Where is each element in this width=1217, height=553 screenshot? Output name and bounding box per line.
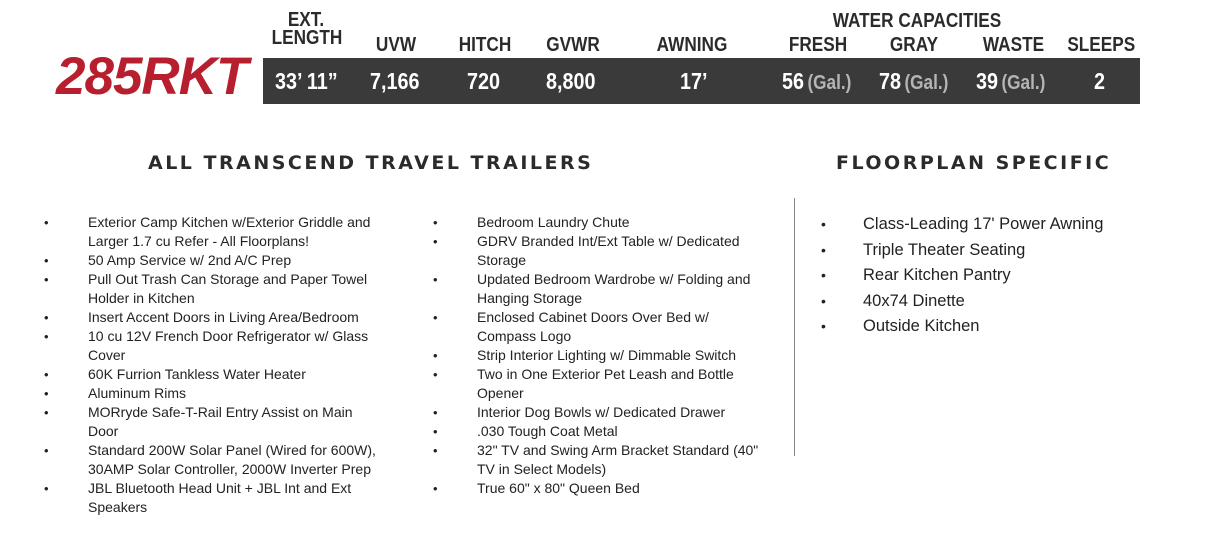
bullet: • [433, 367, 438, 382]
all-features-list-1 [44, 213, 404, 517]
value-waste [976, 68, 1045, 96]
list-item: • Enclosed Cabinet Doors Over Bed w/ Compass Logo [433, 309, 709, 344]
value-awning: 17’ [680, 68, 708, 94]
bullet: • [821, 216, 826, 232]
bullet: • [44, 215, 49, 230]
list-item: • Class-Leading 17' Power Awning [821, 212, 1181, 238]
bullet: • [44, 405, 49, 420]
list-item: • 40x74 Dinette [821, 289, 1181, 315]
header-sleeps: SLEEPS [1067, 34, 1136, 56]
list-item: • MORryde Safe-T-Rail Entry Assist on Main Door [44, 404, 353, 439]
list-item: • Pull Out Trash Can Storage and Paper Towel Holder in Kitchen [44, 271, 368, 306]
list-item: • Rear Kitchen Pantry [821, 263, 1181, 289]
section-divider [794, 198, 795, 456]
bullet: • [821, 241, 826, 258]
list-item: • JBL Bluetooth Head Unit + JBL Int and Ext Speakers [44, 480, 352, 515]
bullet: • [433, 234, 438, 249]
list-item: • Bedroom Laundry Chute [433, 214, 630, 230]
all-section-title: ALL TRANSCEND TRAVEL TRAILERS [148, 152, 594, 174]
list-item: • Interior Dog Bowls w/ Dedicated Drawer [433, 404, 726, 420]
header-uvw: UVW [375, 34, 417, 56]
header-ext-length-line2: LENGTH [271, 27, 343, 49]
header-awning: AWNING [656, 34, 728, 56]
bullet: • [44, 253, 49, 268]
list-item: • 60K Furrion Tankless Water Heater [44, 366, 306, 382]
list-item: • Strip Interior Lighting w/ Dimmable Switch [433, 347, 737, 363]
value-uvw: 7,166 [370, 68, 420, 94]
list-item: • True 60" x 80" Queen Bed [433, 480, 640, 496]
list-item: • Triple Theater Seating [821, 238, 1181, 264]
header-gray: GRAY [889, 34, 939, 56]
value-hitch: 720 [467, 68, 501, 94]
bullet: • [821, 292, 826, 309]
bullet: • [44, 272, 49, 287]
bullet: • [433, 405, 438, 420]
list-item: • Two in One Exterior Pet Leash and Bottle Opener [433, 366, 734, 401]
bullet: • [433, 215, 438, 230]
list-item: • Insert Accent Doors in Living Area/Bedroom [44, 309, 359, 325]
value-gray-number: 78 [879, 68, 902, 94]
bullet: • [821, 267, 826, 284]
value-gray-unit: (Gal.) [904, 72, 949, 94]
value-fresh [782, 68, 851, 96]
list-item: • 32" TV and Swing Arm Bracket Standard (40" TV in Select Models) [433, 442, 759, 477]
bullet: • [433, 481, 438, 496]
bullet: • [433, 310, 438, 325]
bullet: • [44, 367, 49, 382]
list-item: • Updated Bedroom Wardrobe w/ Folding and Hanging Storage [433, 271, 751, 306]
floorplan-section-title: FLOORPLAN SPECIFIC [836, 152, 1112, 174]
bullet: • [44, 481, 49, 496]
bullet: • [44, 310, 49, 325]
bullet: • [433, 348, 438, 363]
value-waste-number: 39 [976, 68, 999, 94]
header-gvwr: GVWR [546, 34, 600, 56]
list-item: • Outside Kitchen [821, 314, 1181, 340]
list-item: • 50 Amp Service w/ 2nd A/C Prep [44, 252, 292, 268]
value-ext-length: 33’ 11” [275, 68, 338, 94]
value-waste-unit: (Gal.) [1001, 72, 1046, 94]
value-sleeps: 2 [1094, 68, 1106, 94]
header-ext-length [272, 11, 341, 47]
model-name: 285RKT [56, 47, 248, 106]
header-water-capacities: WATER CAPACITIES [832, 10, 1002, 32]
bullet: • [433, 443, 438, 458]
header-hitch: HITCH [458, 34, 512, 56]
list-item: • .030 Tough Coat Metal [433, 423, 618, 439]
list-item: • Aluminum Rims [44, 385, 187, 401]
list-item: • Exterior Camp Kitchen w/Exterior Griddle and Larger 1.7 cu Refer - All Floorplans! [44, 214, 371, 249]
bullet: • [821, 318, 826, 335]
floorplan-features-list [821, 212, 1181, 340]
bullet: • [44, 386, 49, 401]
header-fresh: FRESH [788, 34, 848, 56]
value-gvwr: 8,800 [546, 68, 596, 94]
value-fresh-number: 56 [782, 68, 805, 94]
list-item: • 10 cu 12V French Door Refrigerator w/ Glass Cover [44, 328, 369, 363]
header-ext-length-line1: EXT. [287, 9, 325, 31]
bullet: • [44, 443, 49, 458]
bullet: • [433, 424, 438, 439]
list-item: • Standard 200W Solar Panel (Wired for 600W), 30AMP Solar Controller, 2000W Inverter Prep [44, 442, 376, 477]
value-fresh-unit: (Gal.) [807, 72, 852, 94]
list-item: • GDRV Branded Int/Ext Table w/ Dedicated Storage [433, 233, 740, 268]
value-gray [879, 68, 948, 96]
bullet: • [44, 329, 49, 344]
bullet: • [433, 272, 438, 287]
all-features-list-2 [433, 213, 783, 498]
header-waste: WASTE [982, 34, 1045, 56]
